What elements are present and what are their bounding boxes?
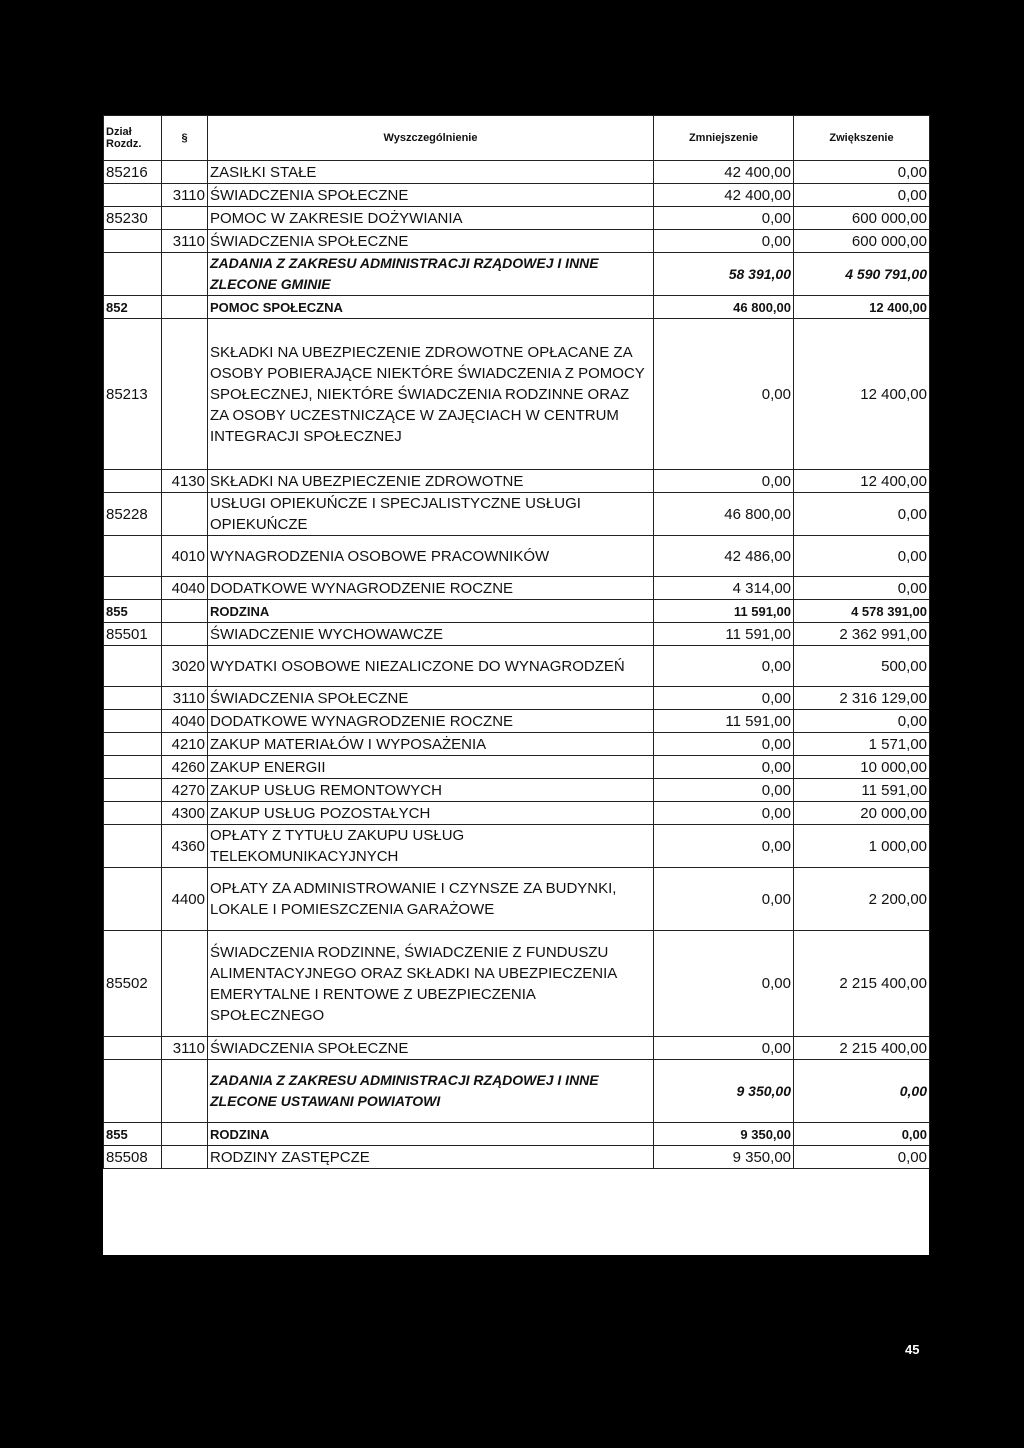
cell-decrease: 11 591,00 bbox=[654, 710, 794, 733]
cell-paragraph bbox=[162, 296, 208, 319]
cell-paragraph bbox=[162, 1123, 208, 1146]
table-row bbox=[104, 230, 930, 253]
cell-paragraph: 4360 bbox=[162, 825, 208, 868]
table-row bbox=[104, 779, 930, 802]
cell-increase: 0,00 bbox=[794, 536, 930, 577]
table-row bbox=[104, 207, 930, 230]
cell-description: SKŁADKI NA UBEZPIECZENIE ZDROWOTNE OPŁACANE ZA OSOBY POBIERAJĄCE NIEKTÓRE ŚWIADCZENIA Z POMOCY SPOŁECZNEJ, NIEKTÓRE ŚWIADCZENIA RODZINNE ORAZ ZA OSOBY UCZESTNICZĄCE W ZAJĘCIACH W CENTRUM INTEGRACJI SPOŁECZNEJ bbox=[208, 319, 654, 470]
cell-increase: 12 400,00 bbox=[794, 470, 930, 493]
cell-paragraph bbox=[162, 253, 208, 296]
cell-increase: 600 000,00 bbox=[794, 207, 930, 230]
cell-paragraph bbox=[162, 319, 208, 470]
cell-description: ZADANIA Z ZAKRESU ADMINISTRACJI RZĄDOWEJ I INNE ZLECONE GMINIE bbox=[208, 253, 654, 296]
cell-dzial: 855 bbox=[104, 600, 162, 623]
cell-dzial bbox=[104, 687, 162, 710]
cell-description: ŚWIADCZENIA SPOŁECZNE bbox=[208, 230, 654, 253]
header-increase: Zwiększenie bbox=[794, 116, 930, 161]
cell-paragraph: 4040 bbox=[162, 577, 208, 600]
cell-description: ZAKUP MATERIAŁÓW I WYPOSAŻENIA bbox=[208, 733, 654, 756]
cell-decrease: 58 391,00 bbox=[654, 253, 794, 296]
cell-increase: 2 316 129,00 bbox=[794, 687, 930, 710]
table-row bbox=[104, 319, 930, 470]
table-row bbox=[104, 184, 930, 207]
cell-dzial: 85216 bbox=[104, 161, 162, 184]
cell-increase: 1 571,00 bbox=[794, 733, 930, 756]
cell-description: DODATKOWE WYNAGRODZENIE ROCZNE bbox=[208, 710, 654, 733]
cell-dzial bbox=[104, 825, 162, 868]
cell-dzial: 852 bbox=[104, 296, 162, 319]
cell-increase: 12 400,00 bbox=[794, 296, 930, 319]
cell-paragraph bbox=[162, 600, 208, 623]
cell-dzial: 85213 bbox=[104, 319, 162, 470]
document-page bbox=[103, 115, 929, 1255]
cell-description: SKŁADKI NA UBEZPIECZENIE ZDROWOTNE bbox=[208, 470, 654, 493]
table-row bbox=[104, 1146, 930, 1169]
cell-increase: 10 000,00 bbox=[794, 756, 930, 779]
cell-dzial bbox=[104, 710, 162, 733]
cell-paragraph: 3110 bbox=[162, 230, 208, 253]
cell-dzial: 85230 bbox=[104, 207, 162, 230]
cell-dzial bbox=[104, 646, 162, 687]
cell-decrease: 9 350,00 bbox=[654, 1123, 794, 1146]
table-row bbox=[104, 536, 930, 577]
cell-decrease: 0,00 bbox=[654, 802, 794, 825]
cell-dzial bbox=[104, 253, 162, 296]
cell-paragraph bbox=[162, 1146, 208, 1169]
cell-description: OPŁATY Z TYTUŁU ZAKUPU USŁUG TELEKOMUNIKACYJNYCH bbox=[208, 825, 654, 868]
cell-dzial bbox=[104, 756, 162, 779]
cell-decrease: 0,00 bbox=[654, 931, 794, 1037]
table-row bbox=[104, 600, 930, 623]
cell-dzial bbox=[104, 1037, 162, 1060]
cell-paragraph: 3110 bbox=[162, 1037, 208, 1060]
cell-description: POMOC W ZAKRESIE DOŻYWIANIA bbox=[208, 207, 654, 230]
cell-decrease: 0,00 bbox=[654, 1037, 794, 1060]
cell-decrease: 0,00 bbox=[654, 687, 794, 710]
cell-decrease: 42 400,00 bbox=[654, 161, 794, 184]
cell-paragraph: 4210 bbox=[162, 733, 208, 756]
cell-decrease: 42 486,00 bbox=[654, 536, 794, 577]
cell-increase: 0,00 bbox=[794, 161, 930, 184]
cell-description: RODZINA bbox=[208, 1123, 654, 1146]
cell-dzial bbox=[104, 779, 162, 802]
budget-table bbox=[103, 115, 930, 1169]
cell-description: WYNAGRODZENIA OSOBOWE PRACOWNIKÓW bbox=[208, 536, 654, 577]
cell-decrease: 9 350,00 bbox=[654, 1146, 794, 1169]
cell-decrease: 0,00 bbox=[654, 779, 794, 802]
cell-dzial bbox=[104, 733, 162, 756]
cell-paragraph: 4270 bbox=[162, 779, 208, 802]
header-dzial: Dział Rozdz. bbox=[104, 116, 162, 161]
cell-description: ZASIŁKI STAŁE bbox=[208, 161, 654, 184]
cell-decrease: 11 591,00 bbox=[654, 600, 794, 623]
cell-paragraph bbox=[162, 207, 208, 230]
cell-dzial bbox=[104, 868, 162, 931]
cell-increase: 12 400,00 bbox=[794, 319, 930, 470]
cell-paragraph: 4260 bbox=[162, 756, 208, 779]
table-row bbox=[104, 623, 930, 646]
cell-decrease: 4 314,00 bbox=[654, 577, 794, 600]
table-row bbox=[104, 931, 930, 1037]
table-row bbox=[104, 470, 930, 493]
table-row bbox=[104, 296, 930, 319]
cell-increase: 2 215 400,00 bbox=[794, 931, 930, 1037]
table-row bbox=[104, 687, 930, 710]
cell-description: WYDATKI OSOBOWE NIEZALICZONE DO WYNAGRODZEŃ bbox=[208, 646, 654, 687]
cell-decrease: 0,00 bbox=[654, 868, 794, 931]
cell-decrease: 42 400,00 bbox=[654, 184, 794, 207]
cell-description: ŚWIADCZENIE WYCHOWAWCZE bbox=[208, 623, 654, 646]
cell-increase: 0,00 bbox=[794, 493, 930, 536]
cell-paragraph: 3110 bbox=[162, 687, 208, 710]
cell-paragraph: 4040 bbox=[162, 710, 208, 733]
table-header-row bbox=[104, 116, 930, 161]
table-row bbox=[104, 577, 930, 600]
cell-paragraph: 4400 bbox=[162, 868, 208, 931]
table-row bbox=[104, 161, 930, 184]
cell-decrease: 9 350,00 bbox=[654, 1060, 794, 1123]
cell-dzial: 85502 bbox=[104, 931, 162, 1037]
cell-paragraph: 4010 bbox=[162, 536, 208, 577]
table-row bbox=[104, 868, 930, 931]
cell-increase: 20 000,00 bbox=[794, 802, 930, 825]
cell-dzial bbox=[104, 1060, 162, 1123]
cell-decrease: 0,00 bbox=[654, 207, 794, 230]
table-row bbox=[104, 493, 930, 536]
header-paragraph: § bbox=[162, 116, 208, 161]
cell-description: ŚWIADCZENIA SPOŁECZNE bbox=[208, 184, 654, 207]
cell-increase: 2 215 400,00 bbox=[794, 1037, 930, 1060]
cell-decrease: 0,00 bbox=[654, 733, 794, 756]
cell-dzial: 855 bbox=[104, 1123, 162, 1146]
cell-decrease: 0,00 bbox=[654, 825, 794, 868]
cell-description: ZAKUP USŁUG POZOSTAŁYCH bbox=[208, 802, 654, 825]
cell-decrease: 0,00 bbox=[654, 756, 794, 779]
cell-increase: 11 591,00 bbox=[794, 779, 930, 802]
cell-paragraph bbox=[162, 1060, 208, 1123]
table-row bbox=[104, 710, 930, 733]
cell-decrease: 0,00 bbox=[654, 470, 794, 493]
cell-description: ZADANIA Z ZAKRESU ADMINISTRACJI RZĄDOWEJ I INNE ZLECONE USTAWANI POWIATOWI bbox=[208, 1060, 654, 1123]
cell-dzial bbox=[104, 536, 162, 577]
table-row bbox=[104, 756, 930, 779]
cell-paragraph: 4300 bbox=[162, 802, 208, 825]
cell-dzial: 85508 bbox=[104, 1146, 162, 1169]
header-decrease: Zmniejszenie bbox=[654, 116, 794, 161]
cell-description: ZAKUP USŁUG REMONTOWYCH bbox=[208, 779, 654, 802]
cell-decrease: 0,00 bbox=[654, 230, 794, 253]
cell-increase: 2 200,00 bbox=[794, 868, 930, 931]
cell-paragraph bbox=[162, 623, 208, 646]
cell-dzial: 85228 bbox=[104, 493, 162, 536]
cell-dzial bbox=[104, 230, 162, 253]
cell-paragraph bbox=[162, 493, 208, 536]
cell-dzial: 85501 bbox=[104, 623, 162, 646]
cell-increase: 4 578 391,00 bbox=[794, 600, 930, 623]
table-row bbox=[104, 1123, 930, 1146]
page-number: 45 bbox=[905, 1342, 920, 1357]
cell-increase: 500,00 bbox=[794, 646, 930, 687]
cell-increase: 1 000,00 bbox=[794, 825, 930, 868]
cell-increase: 0,00 bbox=[794, 1060, 930, 1123]
cell-increase: 0,00 bbox=[794, 710, 930, 733]
cell-dzial bbox=[104, 802, 162, 825]
header-description: Wyszczególnienie bbox=[208, 116, 654, 161]
cell-description: USŁUGI OPIEKUŃCZE I SPECJALISTYCZNE USŁUGI OPIEKUŃCZE bbox=[208, 493, 654, 536]
table-row bbox=[104, 646, 930, 687]
table-row bbox=[104, 802, 930, 825]
cell-paragraph: 4130 bbox=[162, 470, 208, 493]
cell-paragraph bbox=[162, 931, 208, 1037]
cell-paragraph bbox=[162, 161, 208, 184]
cell-description: RODZINY ZASTĘPCZE bbox=[208, 1146, 654, 1169]
cell-decrease: 11 591,00 bbox=[654, 623, 794, 646]
cell-description: OPŁATY ZA ADMINISTROWANIE I CZYNSZE ZA BUDYNKI, LOKALE I POMIESZCZENIA GARAŻOWE bbox=[208, 868, 654, 931]
cell-description: ŚWIADCZENIA RODZINNE, ŚWIADCZENIE Z FUNDUSZU ALIMENTACYJNEGO ORAZ SKŁADKI NA UBEZPIECZENIA EMERYTALNE I RENTOWE Z UBEZPIECZENIA SPOŁECZNEGO bbox=[208, 931, 654, 1037]
cell-decrease: 46 800,00 bbox=[654, 493, 794, 536]
table-row bbox=[104, 733, 930, 756]
cell-description: POMOC SPOŁECZNA bbox=[208, 296, 654, 319]
cell-decrease: 0,00 bbox=[654, 646, 794, 687]
cell-increase: 600 000,00 bbox=[794, 230, 930, 253]
cell-increase: 0,00 bbox=[794, 577, 930, 600]
cell-increase: 0,00 bbox=[794, 1123, 930, 1146]
cell-increase: 4 590 791,00 bbox=[794, 253, 930, 296]
table-row bbox=[104, 1060, 930, 1123]
cell-increase: 0,00 bbox=[794, 184, 930, 207]
table-row bbox=[104, 825, 930, 868]
cell-description: ŚWIADCZENIA SPOŁECZNE bbox=[208, 687, 654, 710]
cell-description: DODATKOWE WYNAGRODZENIE ROCZNE bbox=[208, 577, 654, 600]
cell-increase: 2 362 991,00 bbox=[794, 623, 930, 646]
cell-increase: 0,00 bbox=[794, 1146, 930, 1169]
cell-description: ŚWIADCZENIA SPOŁECZNE bbox=[208, 1037, 654, 1060]
table-row bbox=[104, 253, 930, 296]
cell-description: ZAKUP ENERGII bbox=[208, 756, 654, 779]
table-row bbox=[104, 1037, 930, 1060]
table-body bbox=[104, 161, 930, 1169]
cell-dzial bbox=[104, 577, 162, 600]
cell-decrease: 46 800,00 bbox=[654, 296, 794, 319]
cell-paragraph: 3110 bbox=[162, 184, 208, 207]
cell-decrease: 0,00 bbox=[654, 319, 794, 470]
cell-dzial bbox=[104, 184, 162, 207]
cell-paragraph: 3020 bbox=[162, 646, 208, 687]
cell-description: RODZINA bbox=[208, 600, 654, 623]
cell-dzial bbox=[104, 470, 162, 493]
